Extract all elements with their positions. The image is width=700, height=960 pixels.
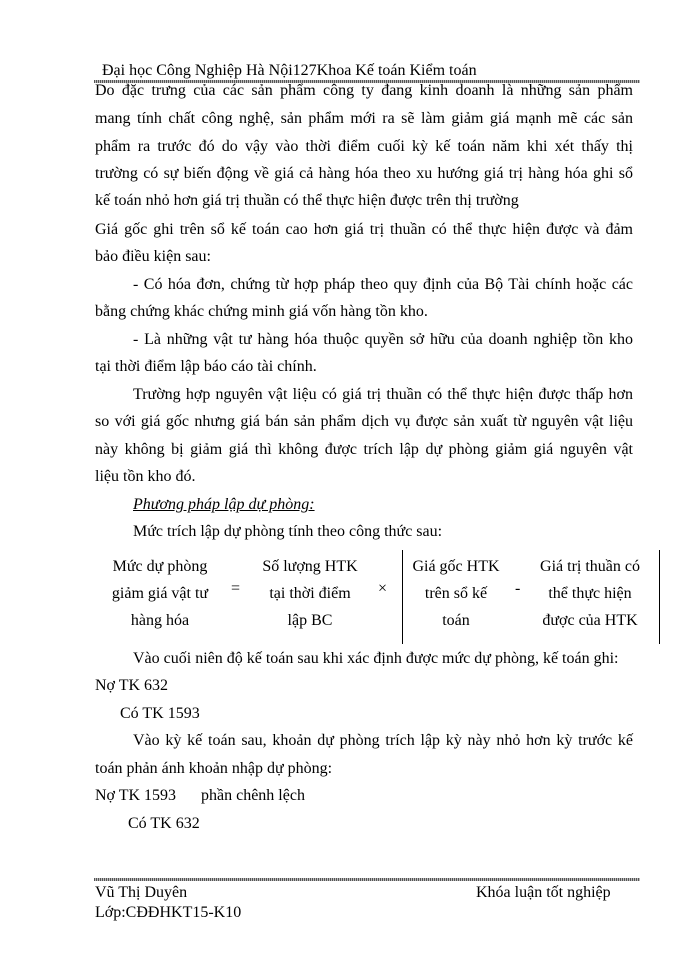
formula-col-provision: [100, 553, 220, 634]
para1-line-4: trường có sự biến động về giá cả hàng hóa theo xu hướng giá trị hàng hóa ghi sổ: [95, 165, 633, 182]
bullet2-line-2: tại thời điểm lập báo cáo tài chính.: [95, 358, 317, 375]
formula-col3-line: Giá gốc HTK: [412, 558, 500, 575]
formula-col1-line: hàng hóa: [130, 612, 190, 629]
formula-col3-line: toán: [442, 612, 470, 629]
entry2-debit-note: phần chênh lệch: [201, 787, 305, 804]
formula-col3-line: trên sổ kế: [424, 585, 488, 602]
para1-line-5: kế toán nhỏ hơn giá trị thuần có thể thực hiện được trên thị trường: [95, 192, 519, 209]
page-header-title: Đại học Công Nghiệp Hà Nội127Khoa Kế toán Kiểm toán: [102, 62, 477, 79]
entry2-debit: Nợ TK 1593: [95, 787, 177, 804]
formula-col-net-value: [531, 553, 649, 634]
formula-col-cost: [406, 553, 506, 634]
method-heading: Phương pháp lập dự phòng:: [133, 496, 315, 513]
entry2-credit: Có TK 632: [128, 815, 200, 832]
para2-line-1: Giá gốc ghi trên sổ kế toán cao hơn giá trị thuần có thể thực hiện được và đảm: [95, 221, 633, 238]
para4-line-2: toán phản ánh khoản nhập dự phòng:: [95, 760, 333, 777]
entry1-credit: Có TK 1593: [120, 705, 200, 722]
para1-line-3: phẩm ra trước đó do vậy vào thời điểm cuối kỳ kế toán năm khi xét thấy thị: [95, 138, 633, 155]
para3-line-2: so với giá gốc nhưng giá bán sản phẩm dịch vụ được sản xuất từ nguyên vật liệu: [95, 413, 633, 430]
formula-col4-line: Giá trị thuần có: [540, 558, 640, 575]
footer-author: Vũ Thị Duyên: [95, 884, 188, 901]
formula-right-bracket: [659, 550, 660, 644]
para1-line-2: mang tính chất công nghệ, sản phẩm mới ra sẽ làm giảm giá mạnh mẽ các sản: [95, 110, 633, 127]
bullet1-line-2: bằng chứng khác chứng minh giá vốn hàng tồn kho.: [95, 303, 428, 320]
para2-line-2: bảo điều kiện sau:: [95, 248, 211, 265]
entry-intro: Vào cuối niên độ kế toán sau khi xác định được mức dự phòng, kế toán ghi:: [133, 650, 619, 667]
formula-col4-line: thể thực hiện: [548, 585, 632, 602]
para3-line-4: liệu tồn kho đó.: [95, 468, 196, 485]
formula-minus-sign: -: [515, 580, 521, 597]
formula-col-quantity: [255, 553, 365, 634]
formula-col1-line: giảm giá vật tư: [111, 585, 209, 602]
formula-col4-line: được của HTK: [542, 612, 638, 629]
footer-divider: [94, 878, 640, 881]
formula-col2-line: tại thời điểm: [269, 585, 351, 602]
formula-left-bracket: [402, 550, 403, 644]
para4-line-1: Vào kỳ kế toán sau, khoản dự phòng trích lập kỳ này nhỏ hơn kỳ trước kế: [133, 732, 633, 749]
entry1-debit: Nợ TK 632: [95, 677, 169, 694]
para3-line-3: này không bị giảm giá thì không được trích lập dự phòng giảm giá nguyên vật: [95, 441, 633, 458]
bullet1-line-1: - Có hóa đơn, chứng từ hợp pháp theo quy định của Bộ Tài chính hoặc các: [133, 276, 633, 293]
para1-line-1: Do đặc trưng của các sản phẩm công ty đang kinh doanh là những sản phẩm: [95, 82, 633, 99]
bullet2-line-1: - Là những vật tư hàng hóa thuộc quyền sở hữu của doanh nghiệp tồn kho: [133, 331, 633, 348]
formula-intro: Mức trích lập dự phòng tính theo công thức sau:: [133, 523, 443, 540]
formula-col1-line: Mức dự phòng: [112, 558, 208, 575]
footer-doc-type: Khóa luận tốt nghiệp: [476, 884, 611, 901]
formula-col2-line: lập BC: [287, 612, 333, 629]
footer-class: Lớp:CĐĐHKT15-K10: [95, 904, 242, 921]
formula-equals-sign: =: [231, 580, 241, 597]
para3-line-1: Trường hợp nguyên vật liệu có giá trị thuần có thể thực hiện được thấp hơn: [133, 386, 633, 403]
formula-col2-line: Số lượng HTK: [262, 558, 358, 575]
formula-times-sign: ×: [378, 580, 388, 597]
